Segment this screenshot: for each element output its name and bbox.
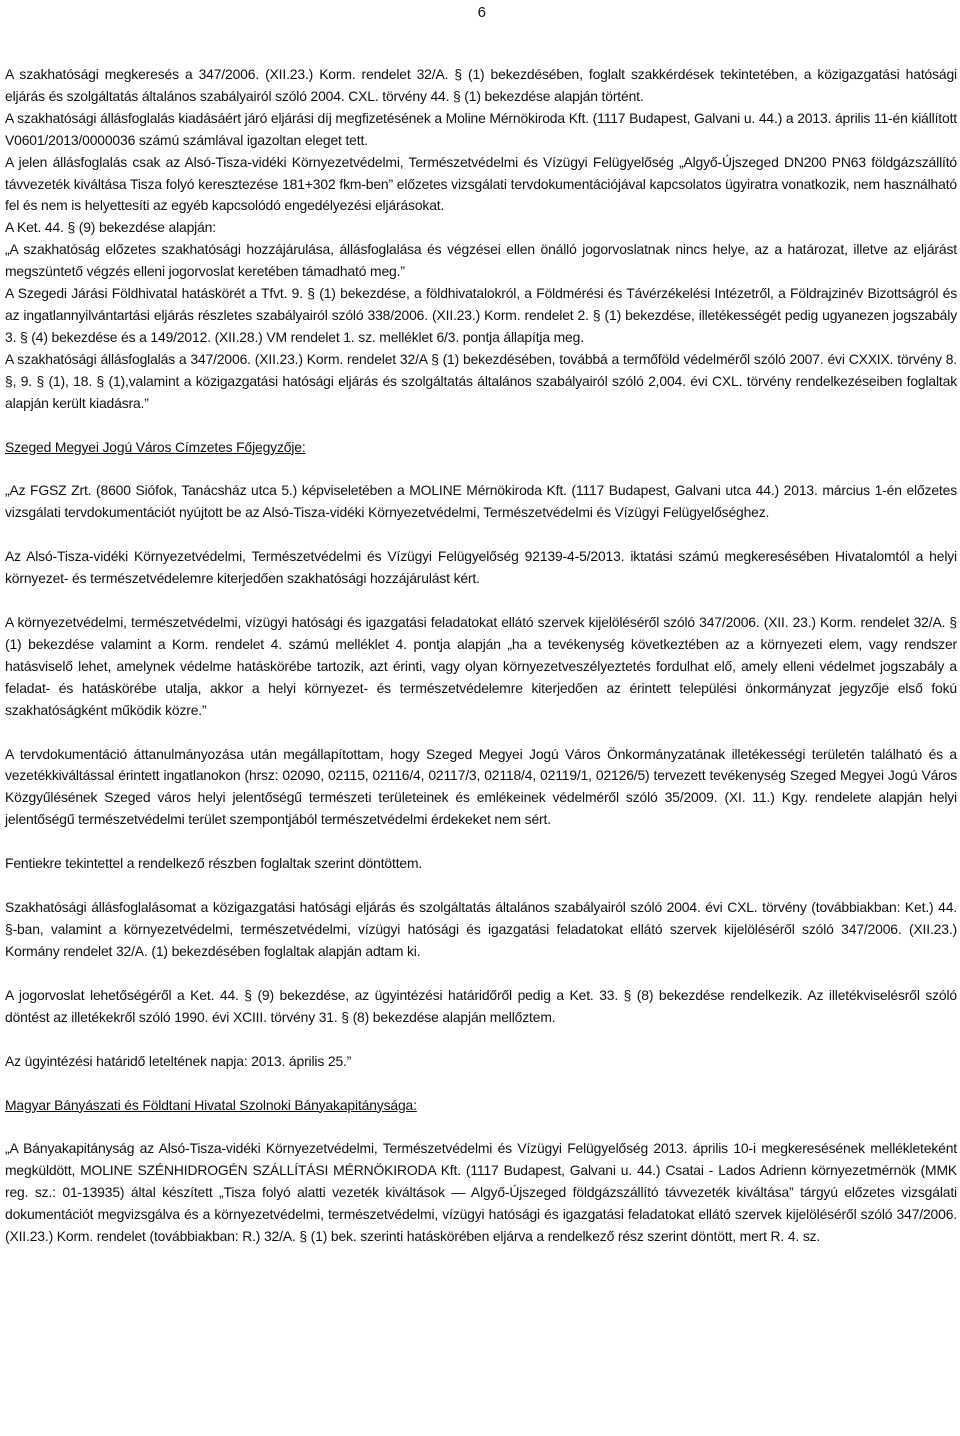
section-heading: Magyar Bányászati és Földtani Hivatal Szolnoki Bányakapitánysága:	[5, 1096, 417, 1113]
paragraph: Az ügyintézési határidő leteltének napja: 2013. április 25.”	[5, 1052, 352, 1069]
paragraph: A környezetvédelmi, természetvédelmi, vízügyi hatósági és igazgatási feladatokat ellátó szervek kijelöléséről szóló 347/2006. (XII. 23.) Korm. rendelet 32/A. § (1) bekezdése valamint a Korm. rendelet 4. számú melléklet 4. pontja alapján „ha a tevékenység következtében az a környezeti elem, vagy rendszer hatásviselő lehet, amelynek védelme hatáskörébe tartozik, azt érinti, vagy olyan környezetveszélyeztetés fordulhat elő, amely elleni védelmet jogszabály a feladat- és hatáskörébe utalja, akkor a helyi környezet- és természetvédelemre kiterjedően az érintett települési önkormányzat jegyzője első fokú szakhatóságként működik közre.”	[5, 614, 957, 718]
paragraph-spacer	[5, 1029, 957, 1051]
paragraph: Fentiekre tekintettel a rendelkező részben foglaltak szerint döntöttem.	[5, 855, 423, 872]
paragraph-spacer	[5, 415, 957, 437]
paragraph: A Ket. 44. § (9) bekezdése alapján:	[5, 219, 216, 236]
paragraph: „A szakhatóság előzetes szakhatósági hozzájárulása, állásfoglalása és végzései ellen önálló jogorvoslatnak nincs helye, az a határozat, illetve az eljárást megszüntető végzés elleni jogorvoslat keretében támadható meg.”	[5, 241, 957, 280]
paragraph: „Az FGSZ Zrt. (8600 Siófok, Tanácsház utca 5.) képviseletében a MOLINE Mérnökiroda Kft. (1117 Budapest, Galvani utca 44.) 2013. március 1-én előzetes vizsgálati tervdokumentációt nyújtott be az Alsó-Tisza-vidéki Környezetvédelmi, Természetvédelmi és Vízügyi Felügyelőséghez.	[5, 482, 957, 521]
paragraph: A szakhatósági állásfoglalás kiadásáért járó eljárási díj megfizetésének a Moline Mérnökiroda Kft. (1117 Budapest, Galvani u. 44.) a 2013. április 11-én kiállított V0601/2013/0000036 számú számlával igazoltan eleget tett.	[5, 109, 957, 148]
paragraph-spacer	[5, 458, 957, 480]
paragraph: Szakhatósági állásfoglalásomat a közigazgatási hatósági eljárás és szolgáltatás általános szabályairól szóló 2004. évi CXL. törvény (továbbiakban: Ket.) 44. §-ban, valamint a környezetvédelmi, természetvédelmi, vízügyi hatósági és igazgatási feladatokat ellátó szervek kijelöléséről szóló 347/2006. (XII.23.) Kormány rendelet 32/A. (1) bekezdésében foglaltak alapján adtam ki.	[5, 899, 957, 959]
paragraph: A jelen állásfoglalás csak az Alsó-Tisza-vidéki Környezetvédelmi, Természetvédelmi és Vízügyi Felügyelőség „Algyő-Újszeged DN200 PN63 földgázszállító távvezeték kiváltása Tisza folyó keresztezése 181+302 fkm-ben” előzetes vizsgálati tervdokumentációjával kapcsolatos ügyiratra vonatkozik, nem használható fel és nem is helyettesíti az egyéb kapcsolódó engedélyezési eljárásokat.	[5, 153, 957, 214]
paragraph-spacer	[5, 1116, 957, 1138]
paragraph: A Szegedi Járási Földhivatal hatáskörét a Tfvt. 9. § (1) bekezdése, a földhivatalokról, a Földmérési és Távérzékelési Intézetről, a Földrajzinév Bizottságról és az ingatlannyilvántartási eljárás részletes szabályairól szóló 338/2006. (XII.23.) Korm. rendelet 2. § (1) bekezdése, illetékességét pedig ugyanezen jogszabály 3. § (4) bekezdése és a 149/2012. (XII.28.) VM rendelet 1. sz. melléklet 6/3. pontja állapítja meg.	[5, 285, 957, 345]
paragraph: A tervdokumentáció áttanulmányozása után megállapítottam, hogy Szeged Megyei Jogú Város Önkormányzatának illetékességi területén található és a vezetékkiváltással érintett ingatlanokon (hrsz: 02090, 02115, 02116/4, 02117/3, 02118/4, 02119/1, 02126/5) tervezett tevékenység Szeged Megyei Jogú Város Közgyűlésének Szeged város helyi jelentőségű természeti területeinek és emlékeinek védelméről szóló 35/2009. (XI. 11.) Kgy. rendelete alapján helyi jelentőségű természetvédelmi terület szempontjából természetvédelmi érdekeket nem sért.	[5, 745, 957, 828]
paragraph-spacer	[5, 1073, 957, 1095]
paragraph: A szakhatósági megkeresés a 347/2006. (XII.23.) Korm. rendelet 32/A. § (1) bekezdésében, foglalt szakkérdések tekintetében, a közigazgatási hatósági eljárás és szolgáltatás általános szabályairól szóló 2004. CXL. törvény 44. § (1) bekezdése alapján történt.	[5, 66, 957, 104]
paragraph: Az Alsó-Tisza-vidéki Környezetvédelmi, Természetvédelmi és Vízügyi Felügyelőség 92139-4-5/2013. iktatási számú megkeresésében Hivatalomtól a helyi környezet- és természetvédelemre kiterjedően szakhatósági hozzájárulást kért.	[5, 548, 957, 587]
paragraph-spacer	[5, 524, 957, 546]
paragraph-spacer	[5, 722, 957, 744]
paragraph: A jogorvoslat lehetőségéről a Ket. 44. § (9) bekezdése, az ügyintézési határidőről pedig a Ket. 33. § (8) bekezdése rendelkezik. Az illetékviselésről szóló döntést az illetékekről szóló 1990. évi XCIII. törvény 31. § (8) bekezdése alapján mellőztem.	[5, 986, 957, 1025]
paragraph-spacer	[5, 963, 957, 985]
paragraph: A szakhatósági állásfoglalás a 347/2006. (XII.23.) Korm. rendelet 32/A § (1) bekezdésében, továbbá a termőföld védelméről szóló 2007. évi CXXIX. törvény 8. §, 9. § (1), 18. § (1),valamint a közigazgatási hatósági eljárás és szolgáltatás általános szabályairól szóló 2,004. évi CXL. törvény rendelkezéseiben foglaltak alapján került kiadásra.”	[5, 350, 957, 411]
paragraph: „A Bányakapitányság az Alsó-Tisza-vidéki Környezetvédelmi, Természetvédelmi és Vízügyi Felügyelőség 2013. április 10-i megkeresésének mellékleteként megküldött, MOLINE SZÉNHIDROGÉN SZÁLLÍTÁSI MÉRNÖKIRODA Kft. (1117 Budapest, Galvani u. 44.) Csatai - Lados Adrienn környezetmérnök (MMK reg. sz.: 01-13935) által készített „Tisza folyó alatti vezeték kiváltások — Algyő-Újszeged földgázszállító távvezeték kiváltása” tárgyú előzetes vizsgálati dokumentációt megvizsgálva és a környezetvédelmi, természetvédelmi, vízügyi hatósági és igazgatási feladatokat ellátó szervek kijelöléséről szóló 347/2006. (XII.23.) Korm. rendelet (továbbiakban: R.) 32/A. § (1) bek. szerinti hatáskörében eljárva a rendelkező rész szerint döntött, mert R. 4. sz.	[5, 1140, 957, 1245]
paragraph-spacer	[5, 590, 957, 612]
paragraph-spacer	[5, 875, 957, 897]
document-body	[5, 64, 957, 1248]
page-number: 6	[477, 4, 486, 21]
section-heading: Szeged Megyei Jogú Város Címzetes Főjegyzője:	[5, 438, 306, 455]
paragraph-spacer	[5, 831, 957, 853]
